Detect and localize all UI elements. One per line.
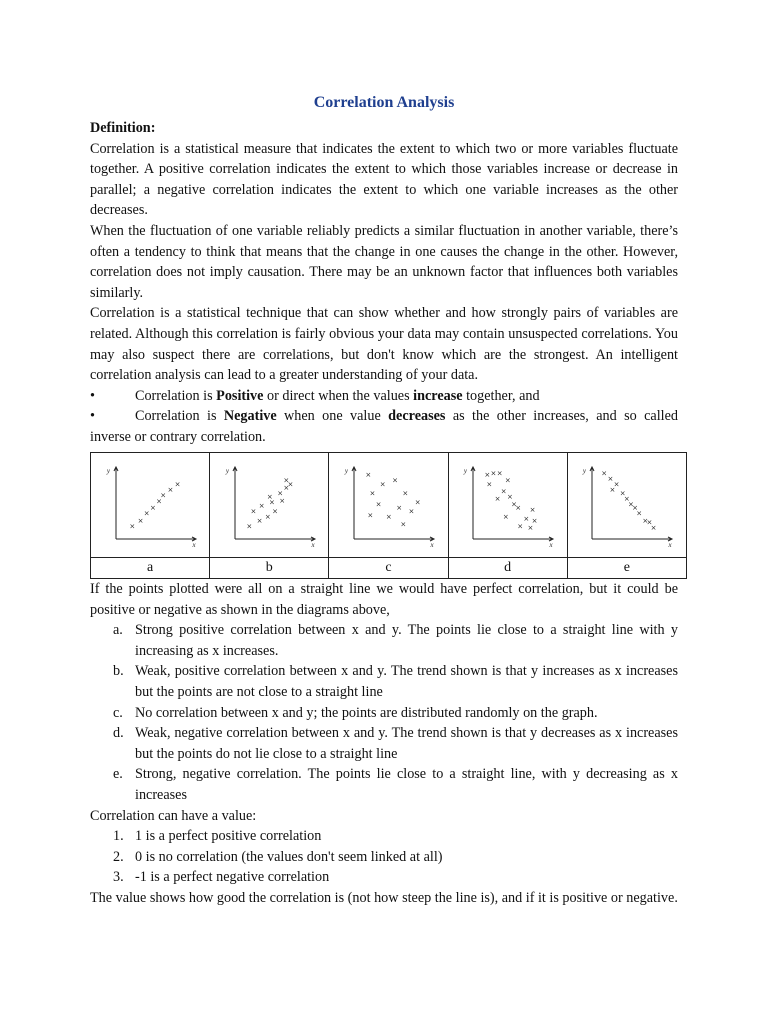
bullet-negative-continuation: inverse or contrary correlation.	[90, 428, 266, 445]
x-axis-label: x	[430, 540, 434, 549]
scatter-point: ×	[369, 488, 376, 497]
scatter-point: ×	[137, 516, 144, 525]
list-item: 3. -1 is a perfect negative correlation	[113, 869, 330, 886]
scatter-point: ×	[505, 476, 511, 485]
scatter-point: ×	[632, 503, 639, 512]
x-axis-label: x	[549, 540, 553, 549]
scatter-point: ×	[614, 479, 620, 488]
list-item: 1. 1 is a perfect positive correlation	[113, 828, 322, 845]
scatter-point: ×	[174, 479, 181, 488]
scatter-point: ×	[496, 468, 503, 477]
scatter-point: ×	[636, 509, 643, 518]
bullet-negative	[90, 406, 678, 427]
scatter-point: ×	[400, 520, 407, 529]
paragraph-technique: Correlation is a statistical technique that can show whether and how strongly pairs of variables are related. Although this correlation is fairly obvious your data may contain unsuspected correlations. You may also suspect there are correlations, but don't know which are the strongest. An intelligent correlation analysis can lead to a greater understanding of your data.	[90, 305, 678, 384]
correlation-values-list	[90, 826, 678, 888]
scatter-point: ×	[367, 510, 374, 519]
x-axis-label: x	[668, 540, 672, 549]
bullet-positive	[90, 386, 678, 407]
bullet-symbol: •	[90, 387, 95, 404]
scatter-point: ×	[279, 496, 285, 505]
paragraph-after-plots: If the points plotted were all on a straight line we would have perfect correlation, but it could be positive or negative as shown in the diagrams above,	[90, 581, 678, 618]
paragraph-definition: Correlation is a statistical measure that indicates the extent to which two or more variables fluctuate together. A positive correlation indicates the extent to which those variables increase or decrease in parallel; a negative correlation indicates the extent to which one variable increases as the other decreases.	[90, 140, 678, 219]
plot-cell-c	[329, 452, 448, 557]
scatter-point: ×	[159, 490, 166, 499]
plot-label-e: e	[567, 557, 686, 579]
scatter-point: ×	[256, 516, 263, 525]
paragraph-causation: When the fluctuation of one variable reliably predicts a similar fluctuation in another variable, there’s often a tendency to think that means that the change in one causes the change in the other. However, correlation does not imply causation. There may be an unknown factor that influences both variables similarly.	[90, 222, 678, 301]
list-item: b. Weak, positive correlation between x and y. The trend shown is that y increases as x increases but the points are not close to a straight line	[113, 663, 678, 701]
scatter-point: ×	[128, 521, 135, 530]
scatter-point: ×	[628, 499, 635, 508]
plot-cell-b	[210, 452, 329, 557]
list-item: c. No correlation between x and y; the points are distributed randomly on the graph.	[113, 704, 598, 721]
scatter-point: ×	[609, 485, 616, 494]
plot-label-d: d	[448, 557, 567, 579]
scatter-plot-a	[98, 457, 203, 553]
scatter-point: ×	[365, 470, 372, 479]
definition-label: Definition:	[90, 120, 156, 136]
scatter-point: ×	[511, 499, 518, 508]
scatter-plot-d	[455, 457, 560, 553]
scatter-point: ×	[271, 507, 278, 516]
correlation-types-list	[90, 620, 678, 805]
scatter-point: ×	[523, 514, 530, 523]
scatter-point: ×	[155, 497, 162, 506]
scatter-plot-table	[90, 452, 687, 580]
scatter-point: ×	[527, 523, 534, 532]
scatter-point: ×	[507, 492, 514, 501]
scatter-point: ×	[250, 507, 257, 516]
list-item: 2. 0 is no correlation (the values don't seem linked at all)	[113, 848, 443, 865]
bullet-positive-text: Correlation is Positive or direct when the values increase together, and	[135, 387, 540, 404]
bullet-negative-text: Correlation is Negative when one value decreases as the other increases, and so called	[135, 408, 678, 425]
scatter-point: ×	[392, 476, 398, 485]
y-axis-label: y	[344, 466, 348, 475]
scatter-point: ×	[620, 488, 627, 497]
y-axis-label: y	[225, 466, 229, 475]
scatter-point: ×	[402, 488, 409, 497]
scatter-point: ×	[283, 476, 290, 485]
scatter-point: ×	[266, 492, 273, 501]
value-intro: Correlation can have a value:	[90, 807, 257, 824]
scatter-point: ×	[486, 479, 493, 488]
scatter-point: ×	[494, 494, 501, 503]
scatter-point: ×	[408, 507, 415, 516]
x-axis-label: x	[192, 540, 196, 549]
scatter-plot-e	[574, 457, 679, 553]
y-axis-label: y	[106, 466, 110, 475]
scatter-point: ×	[642, 516, 649, 525]
scatter-point: ×	[503, 512, 509, 521]
scatter-point: ×	[268, 498, 275, 507]
scatter-point: ×	[529, 505, 536, 514]
plot-cell-d	[448, 452, 567, 557]
scatter-point: ×	[287, 479, 294, 488]
plot-cell-a	[91, 452, 210, 557]
bullet-symbol: •	[90, 408, 95, 425]
scatter-point: ×	[276, 488, 283, 497]
x-axis-label: x	[311, 540, 315, 549]
plot-label-b: b	[210, 557, 329, 579]
scatter-point: ×	[375, 499, 382, 508]
scatter-point: ×	[143, 509, 150, 518]
scatter-point: ×	[517, 521, 524, 530]
y-axis-label: y	[464, 466, 468, 475]
list-item: a. Strong positive correlation between x and y. The points lie close to a straight line with y increasing as x increases.	[113, 622, 678, 659]
scatter-point: ×	[258, 501, 265, 510]
scatter-point: ×	[379, 479, 386, 488]
document-page	[90, 92, 678, 909]
list-item: d. Weak, negative correlation between x and y. The trend shown is that y decreases as x increases but the points do not lie close to a straight line	[113, 725, 678, 762]
scatter-point: ×	[167, 485, 173, 494]
scatter-point: ×	[264, 512, 271, 521]
scatter-point: ×	[601, 468, 608, 477]
list-item: e. Strong, negative correlation. The points lie close to a straight line, with y decreasing as x increases	[113, 766, 678, 804]
plot-label-c: c	[329, 557, 448, 579]
plot-label-a: a	[91, 557, 210, 579]
scatter-point: ×	[414, 498, 421, 507]
scatter-point: ×	[531, 516, 538, 525]
scatter-point: ×	[515, 503, 522, 512]
scatter-plot-c	[336, 457, 441, 553]
scatter-point: ×	[607, 474, 614, 483]
scatter-point: ×	[500, 487, 507, 496]
closing-paragraph: The value shows how good the correlation is (not how steep the line is), and if it is positive or negative.	[90, 890, 678, 906]
plot-cell-e	[567, 452, 686, 557]
scatter-point: ×	[246, 521, 253, 530]
scatter-point: ×	[385, 512, 392, 521]
page-title: Correlation Analysis	[313, 94, 455, 111]
scatter-point: ×	[149, 503, 156, 512]
y-axis-label: y	[583, 466, 587, 475]
scatter-point: ×	[646, 518, 653, 527]
scatter-point: ×	[490, 468, 497, 477]
scatter-point: ×	[283, 483, 290, 492]
scatter-point: ×	[484, 470, 491, 479]
scatter-point: ×	[624, 494, 631, 503]
scatter-point: ×	[396, 503, 403, 512]
scatter-point: ×	[651, 523, 657, 532]
scatter-plot-b	[217, 457, 322, 553]
